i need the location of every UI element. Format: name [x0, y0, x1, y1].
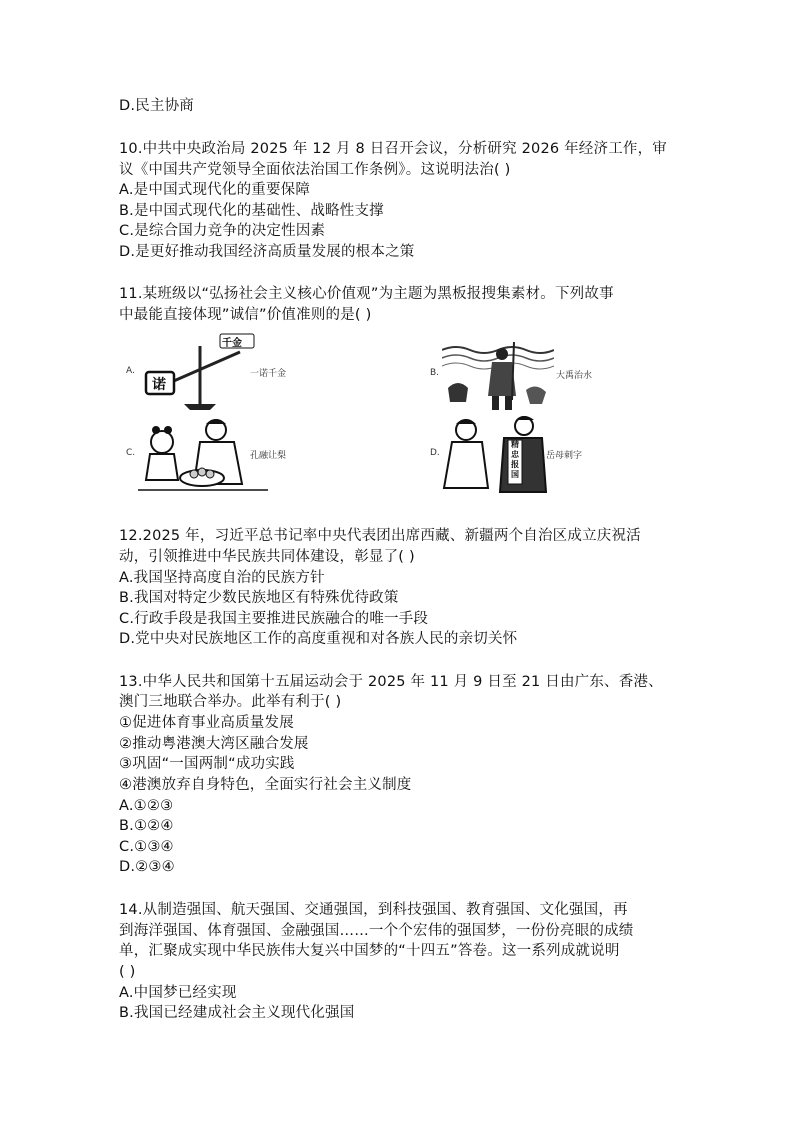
back-tattoo-text: 精忠报国: [511, 440, 519, 479]
q12-option-c: C.行政手段是我国主要推进民族融合的唯一手段: [119, 611, 429, 627]
q11-image-d: [428, 414, 628, 496]
q11-image-b-label: B.: [430, 368, 440, 378]
kongrong-illustration: [138, 414, 268, 496]
q11-image-a-caption: 一诺千金: [250, 369, 287, 379]
q11-image-c-label: C.: [126, 448, 136, 458]
q12-stem-line2: 动，引领推进中华民族共同体建设，彰显了( ): [119, 549, 415, 565]
q11-image-d-label: D.: [430, 448, 440, 458]
q14-stem-line3: 单，汇聚成实现中华民族伟大复兴中国梦的“十四五”答卷。这一系列成就说明: [119, 943, 620, 959]
q13-item-1: ①促进体育事业高质量发展: [119, 715, 294, 731]
q12-option-a: A.我国坚持高度自治的民族方针: [119, 570, 325, 586]
q11-image-c: [122, 414, 322, 496]
q13-item-2: ②推动粤港澳大湾区融合发展: [119, 736, 309, 752]
q13-option-c: C.①③④: [119, 839, 174, 855]
q13-item-4: ④港澳放弃自身特色，全面实行社会主义制度: [119, 777, 412, 793]
yuemu-illustration: [442, 414, 554, 496]
q12-option-d: D.党中央对民族地区工作的高度重视和对各族人民的亲切关怀: [119, 631, 518, 647]
scale-top-text: 千金: [222, 338, 242, 349]
q9-option-d: D.民主协商: [119, 98, 194, 114]
q10-option-a: A.是中国式现代化的重要保障: [119, 182, 311, 198]
q14-stem-line2: 到海洋强国、体育强国、金融强国……一个个宏伟的强国梦，一份份亮眼的成绩: [119, 923, 634, 939]
q11-image-a: [122, 332, 322, 412]
q10-stem-line2: 议《中国共产党领导全面依法治国工作条例》。这说明法治( ): [119, 162, 511, 178]
q14-option-b: B.我国已经建成社会主义现代化强国: [119, 1005, 355, 1021]
q12-option-b: B.我国对特定少数民族地区有特殊优待政策: [119, 590, 399, 606]
q11-image-c-caption: 孔融让梨: [250, 451, 287, 461]
q11-image-b: [428, 340, 628, 412]
q10-option-c: C.是综合国力竞争的决定性因素: [119, 223, 326, 239]
q13-option-a: A.①②③: [119, 798, 174, 814]
q11-stem-line2: 中最能直接体现”诚信”价值准则的是( ): [119, 307, 372, 323]
q10-stem-line1: 10.中共中央政治局 2025 年 12 月 8 日召开会议，分析研究 2026 年经济工作，审: [119, 141, 668, 157]
dayu-illustration: [442, 340, 554, 412]
q14-stem-line4: ( ): [119, 964, 136, 980]
scale-left-char: 诺: [152, 377, 166, 393]
q13-item-3: ③巩固“一国两制“成功实践: [119, 756, 295, 772]
q13-stem-line2: 澳门三地联合举办。此举有利于( ): [119, 694, 342, 710]
q14-option-a: A.中国梦已经实现: [119, 985, 237, 1001]
q13-stem-line1: 13.中华人民共和国第十五届运动会于 2025 年 11 月 9 日至 21 日由广东、香港、: [119, 674, 663, 690]
q11-image-a-label: A.: [126, 366, 135, 376]
q11-stem-line1: 11.某班级以“弘扬社会主义核心价值观”为主题为黑板报搜集素材。下列故事: [119, 286, 614, 302]
q13-option-d: D.②③④: [119, 859, 175, 875]
q12-stem-line1: 12.2025 年，习近平总书记率中央代表团出席西藏、新疆两个自治区成立庆祝活: [119, 528, 641, 544]
q10-option-d: D.是更好推动我国经济高质量发展的根本之策: [119, 244, 415, 260]
q11-image-d-caption: 岳母刺字: [546, 451, 583, 461]
q11-image-b-caption: 大禹治水: [556, 371, 593, 381]
q10-option-b: B.是中国式现代化的基础性、战略性支撑: [119, 203, 384, 219]
q13-option-b: B.①②④: [119, 818, 174, 834]
q14-stem-line1: 14.从制造强国、航天强国、交通强国，到科技强国、教育强国、文化强国，再: [119, 902, 628, 918]
